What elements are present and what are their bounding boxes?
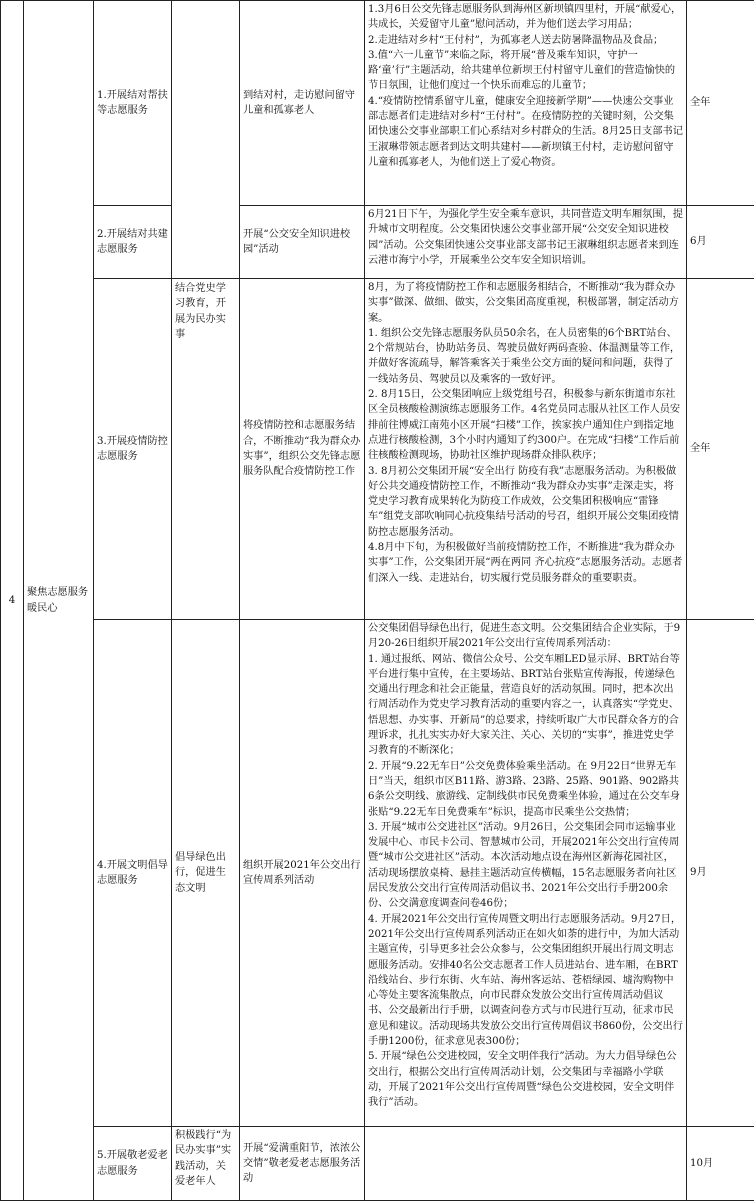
project-cell [172, 1, 240, 279]
details-cell [365, 620, 687, 1127]
item-cell: 4.开展文明倡导志愿服务 [94, 620, 172, 1127]
detail-paragraph: 6月21日下午，为强化学生安全乘车意识，共同营造文明车厢氛围，提升城市文明程度。公交集团快速公交事业部开展“公交安全知识进校园”活动。公交集团快速公交事业部支部书记王淑琳组织志愿者来到连云港市海宁小学，开展乘坐公交车安全知识培训。 [368, 207, 683, 268]
project-cell [172, 1127, 240, 1201]
item-cell: 1.开展结对帮扶等志愿服务 [94, 1, 172, 206]
detail-paragraph: 1. 组织公交先锋志愿服务队员50余名，在人员密集的6个BRT站台、2个常规站台，协助站务员、驾驶员做好两码查验、体温测量等工作，并做好客流疏导，解答乘客关于乘坐公交方面的疑问和问题，获得了一线站务员、驾驶员以及乘客的一致好评。 [368, 326, 683, 387]
details-cell [365, 1, 687, 206]
details-cell [365, 1127, 687, 1201]
details-text [368, 621, 683, 1124]
table-row [1, 1, 754, 206]
section-number: 4 [1, 1, 24, 1201]
project-cell: 结合党史学习教育，开展为民办实事 [172, 279, 240, 620]
details-cell [365, 279, 687, 620]
details-text [368, 207, 683, 276]
detail-paragraph: 2. 开展“9.22无车日”公交免费体验乘坐活动。在 9月22日“世界无车日”当天，组织市区B11路、游3路、23路、25路、901路、902路共6条公交明线、旅游线、定制线供市民免费乘坐体验，通过在公交车身张贴“9.22无车日免费乘车”标识，提高市民乘坐公交热情； [368, 759, 683, 820]
time-cell: 全年 [687, 1, 754, 206]
detail-paragraph: 3.值“六一儿童节”来临之际，将开展“普及乘车知识，守护一路‘童’行”主题活动，给共建单位新坝王付村留守儿童们的营造愉快的节日氛围，让他们度过一个快乐而难忘的儿童节； [368, 48, 683, 94]
detail-paragraph: 8月，为了将疫情防控工作和志愿服务相结合，不断推动“我为群众办实事”做深、做细、做实，公交集团高度重视，积极部署，制定活动方案。 [368, 280, 683, 326]
detail-paragraph: 2.走进结对乡村“王付村”，为孤寡老人送去防暑降温物品及食品； [368, 33, 683, 48]
table-row [1, 279, 754, 620]
item-cell: 3.开展疫情防控志愿服务 [94, 279, 172, 620]
section-title: 聚焦志愿服务暖民心 [24, 1, 94, 1201]
project-cell: 倡导绿色出行，促进生态文明 [172, 620, 240, 1127]
activity-cell: 组织开展2021年公交出行宣传周系列活动 [240, 620, 365, 1127]
detail-paragraph: 4.8月中下旬，为积极做好当前疫情防控工作，不断推进“我为群众办实事”工作，公交集团开展“两在两同 齐心抗疫”志愿服务活动。志愿者们深入一线、走进站台，切实履行党员服务群众的重要职责。 [368, 540, 683, 586]
activity-cell: 开展“公交安全知识进校园”活动 [240, 206, 365, 279]
detail-paragraph: 2. 8月15日，公交集团响应上级党组号召，积极参与新东街道市东社区全员核酸检测演练志愿服务工作。4名党员同志服从社区工作人员安排前往博威江南苑小区开展“扫楼”工作，挨家挨户通知住户到指定地点进行核酸检测，3个小时内通知了约300户。在完成“扫楼”工作后前往核酸检测现场，协助社区维护现场群众排队秩序； [368, 387, 683, 463]
time-cell: 10月 [687, 1127, 754, 1201]
activity-cell: 将疫情防控和志愿服务结合，不断推动“我为群众办实事”，组织公交先锋志愿服务队配合疫情防控工作 [240, 279, 365, 620]
detail-paragraph: 1. 通过报纸、网站、微信公众号、公交车厢LED显示屏、BRT站台等平台进行集中宣传，在主要场站、BRT站台张贴宣传海报，传递绿色交通出行理念和社会正能量，营造良好的活动氛围。同时，把本次出行周活动作为党史学习教育活动的重要内容之一，认真落实“学党史、悟思想、办实事、开新局”的总要求，持续听取广大市民群众各方的合理诉求，扎扎实实办好大家关注、关心、关切的“实事”，推进党史学习教育的不断深化； [368, 652, 683, 759]
table-row [1, 1127, 754, 1201]
item-cell: 2.开展结对共建志愿服务 [94, 206, 172, 279]
project-text: 积极践行“为民办实事”实践活动，关爱老年人 [175, 1128, 236, 1198]
details-text [368, 2, 683, 203]
activity-cell: 开展“爱满重阳节，浓浓公交情”敬老爱老志愿服务活动 [240, 1127, 365, 1201]
detail-paragraph: 3. 8月初公交集团开展“安全出行 防疫有我”志愿服务活动。为积极做好公共交通疫情防控工作，不断推动“我为群众办实事”走深走实，将党史学习教育成果转化为防疫工作成效，公交集团积极响应“雷锋车”组党支部吹响同心抗疫集结号活动的号召，组织开展公交集团疫情防控志愿服务活动。 [368, 464, 683, 540]
table-row [1, 620, 754, 1127]
table-row [1, 206, 754, 279]
detail-paragraph: 5. 开展“绿色公交进校园，安全文明伴我行”活动。为大力倡导绿色公交出行，根据公交出行宣传周活动计划，公交集团与幸福路小学联动，开展了2021年公交出行宣传周暨“绿色公交进校园，安全文明伴我行”活动。 [368, 1049, 683, 1110]
time-cell: 6月 [687, 206, 754, 279]
activity-cell: 到结对村，走访慰问留守儿童和孤寡老人 [240, 1, 365, 206]
item-cell: 5.开展敬老爱老志愿服务 [94, 1127, 172, 1201]
detail-paragraph: 3. 开展“城市公交进社区”活动。9月26日，公交集团会同市运输事业发展中心、市民卡公司、智慧城市公司，开展2021年公交出行宣传周暨“城市公交进社区”活动。本次活动地点设在海州区新海花园社区，活动现场摆放桌椅、悬挂主题活动宣传横幅，15名志愿服务者向社区居民发放公交出行宣传周活动倡议书、2021年公交出行手册200余份、公交满意度调查问卷46份； [368, 820, 683, 912]
detail-paragraph: 4. 开展2021年公交出行宣传周暨文明出行志愿服务活动。9月27日，2021年公交出行宣传周系列活动正在如火如荼的进行中，为加大活动主题宣传，引导更多社会公众参与，公交集团组织开展出行周文明志愿服务活动。安排40名公交志愿者工作人员进站台、进车厢，在BRT沿线站台、步行东街、火车站、海州客运站、苍梧绿园、墟沟购物中心等处主要客流集散点，向市民群众发放公交出行宣传周活动倡议书、公交最新出行手册，以调查问卷方式与市民进行互动，征求市民意见和建议。活动现场共发放公交出行宣传周倡议书860份，公交出行手册1200份，征求意见表300份； [368, 912, 683, 1050]
details-cell [365, 206, 687, 279]
time-cell: 全年 [687, 279, 754, 620]
details-text [368, 280, 683, 617]
detail-paragraph: 1.3月6日公交先锋志愿服务队到海州区新坝镇四里村，开展“献爱心，共成长，关爱留守儿童”慰问活动，并为他们送去学习用品； [368, 2, 683, 33]
time-cell: 9月 [687, 620, 754, 1127]
detail-paragraph: 4.“疫情防控情系留守儿童，健康安全迎接新学期”——快速公交事业部志愿者们走进结对乡村“王付村”。在疫情防控的关键时刻，公交集团快速公交事业部职工们心系结对乡村群众的生活。8月25日支部书记王淑琳带领志愿者到达文明共建村——新坝镇王付村，走访慰问留守儿童和孤寡老人，为他们送上了爱心物资。 [368, 94, 683, 170]
detail-paragraph: 公交集团倡导绿色出行，促进生态文明。公交集团结合企业实际，于9月20-26日组织开展2021年公交出行宣传周系列活动： [368, 621, 683, 652]
